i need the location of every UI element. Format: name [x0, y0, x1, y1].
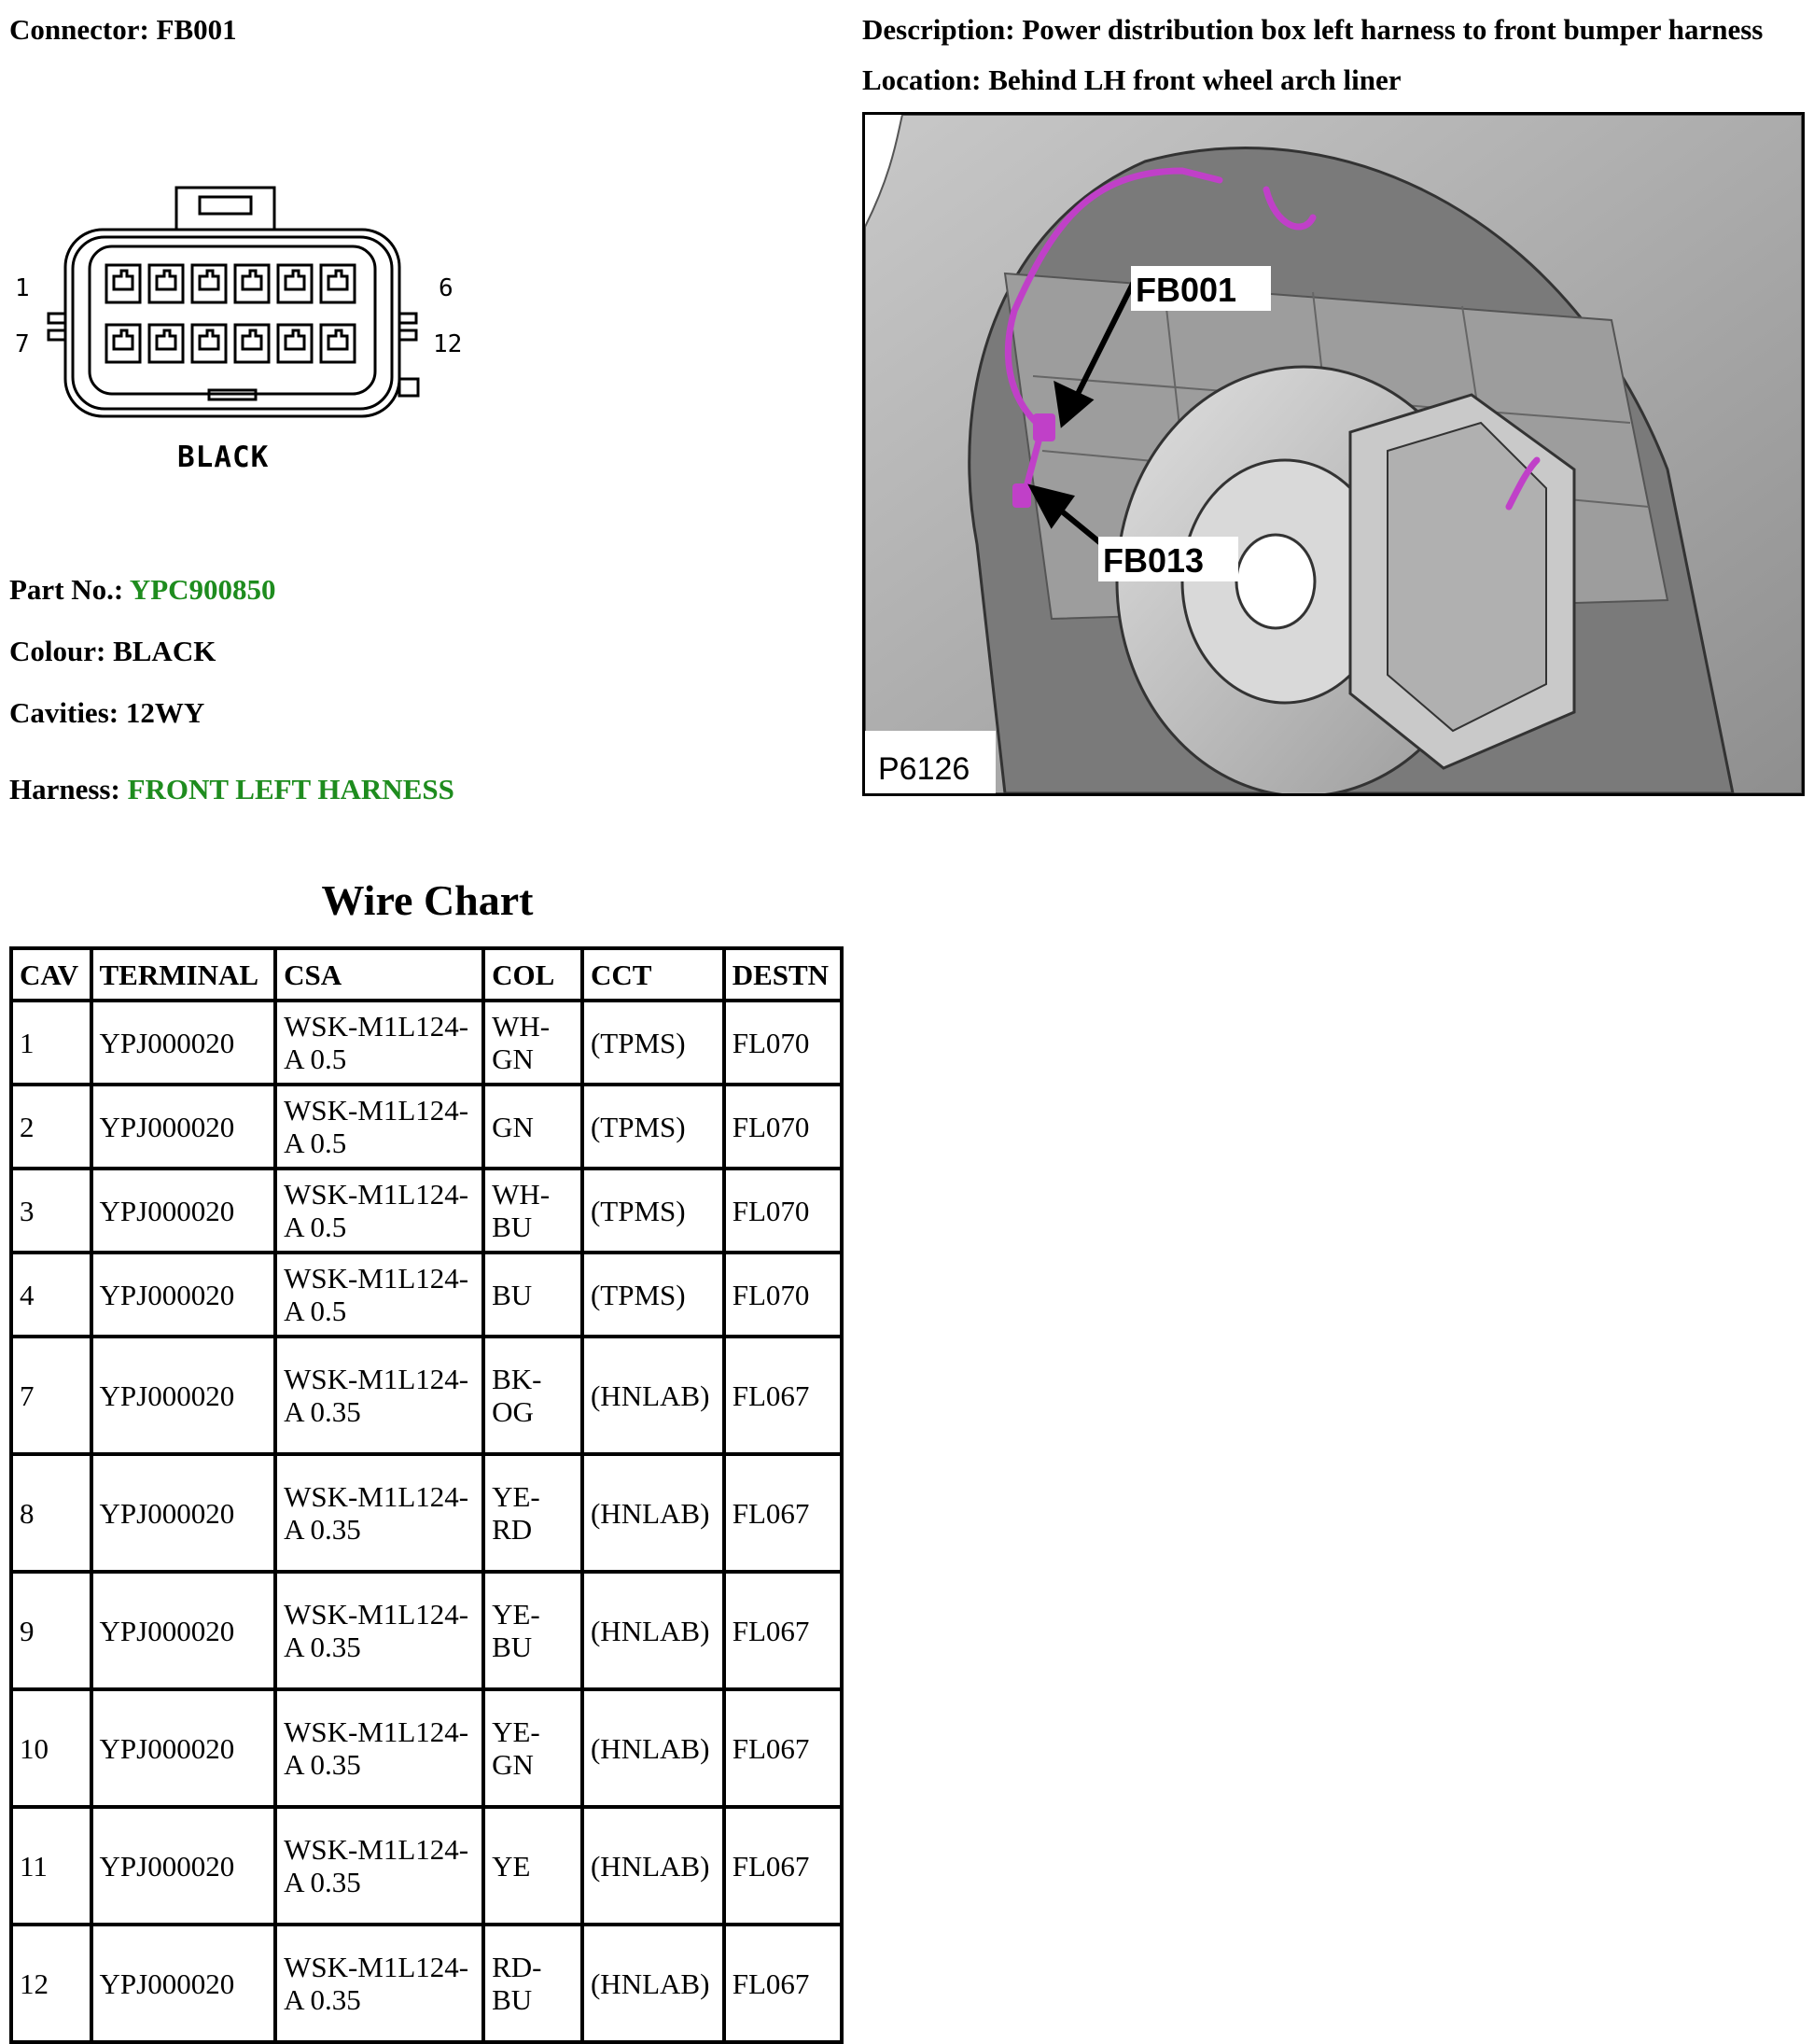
header-cct: CCT — [584, 950, 722, 999]
cell-cct: (HNLAB) — [584, 1574, 722, 1687]
cell-cav: 12 — [13, 1926, 90, 2040]
cavity-icon — [235, 265, 269, 302]
cell-csa: WSK-M1L124-A 0.5 — [277, 1254, 481, 1335]
pin-label-6: 6 — [439, 274, 454, 302]
description-label: Description: — [862, 13, 1015, 46]
cavity-icon — [321, 265, 355, 302]
cell-terminal: YPJ000020 — [93, 1254, 274, 1335]
cell-terminal: YPJ000020 — [93, 1926, 274, 2040]
table-header-row — [13, 950, 840, 999]
table-row — [13, 1574, 840, 1687]
header-csa: CSA — [277, 950, 481, 999]
header-terminal: TERMINAL — [93, 950, 274, 999]
cavity-icon — [106, 325, 140, 362]
cell-cct: (HNLAB) — [584, 1338, 722, 1452]
location-line — [862, 63, 1402, 97]
cell-col: YE — [485, 1809, 580, 1923]
cell-col: WH-GN — [485, 1002, 580, 1083]
table-row — [13, 1809, 840, 1923]
cell-cct: (HNLAB) — [584, 1926, 722, 2040]
table-row — [13, 1926, 840, 2040]
location-label: Location: — [862, 63, 982, 96]
pin-label-7: 7 — [15, 330, 30, 358]
cell-col: YE-BU — [485, 1574, 580, 1687]
cell-cct: (HNLAB) — [584, 1691, 722, 1805]
pin-label-1: 1 — [15, 274, 30, 302]
table-row — [13, 1170, 840, 1251]
cell-cct: (TPMS) — [584, 1170, 722, 1251]
cell-cav: 9 — [13, 1574, 90, 1687]
cell-terminal: YPJ000020 — [93, 1574, 274, 1687]
cavities-line — [9, 696, 204, 730]
cell-cct: (HNLAB) — [584, 1809, 722, 1923]
cell-csa: WSK-M1L124-A 0.35 — [277, 1574, 481, 1687]
harness-line — [9, 773, 454, 806]
cavity-icon — [235, 325, 269, 362]
cavities-value: 12WY — [125, 696, 205, 729]
cell-destn: FL067 — [726, 1691, 840, 1805]
table-row — [13, 1338, 840, 1452]
cavity-icon — [278, 265, 312, 302]
cell-csa: WSK-M1L124-A 0.5 — [277, 1002, 481, 1083]
cell-cct: (TPMS) — [584, 1254, 722, 1335]
table-row — [13, 1002, 840, 1083]
cavities-label: Cavities: — [9, 696, 119, 729]
cell-destn: FL067 — [726, 1574, 840, 1687]
location-figure — [862, 112, 1805, 796]
wire-chart-table — [9, 946, 844, 2044]
connector-face-icon — [13, 183, 470, 444]
cell-col: WH-BU — [485, 1170, 580, 1251]
cell-cct: (TPMS) — [584, 1086, 722, 1167]
pin-label-12: 12 — [433, 330, 463, 358]
fb001-connector-icon — [1033, 413, 1055, 441]
cell-col: GN — [485, 1086, 580, 1167]
callout-fb001: FB001 — [1136, 271, 1237, 309]
cell-cct: (HNLAB) — [584, 1456, 722, 1570]
cavity-icon — [106, 265, 140, 302]
cell-csa: WSK-M1L124-A 0.35 — [277, 1691, 481, 1805]
cell-cav: 11 — [13, 1809, 90, 1923]
cavity-icon — [321, 325, 355, 362]
cell-cav: 1 — [13, 1002, 90, 1083]
cell-terminal: YPJ000020 — [93, 1456, 274, 1570]
cell-csa: WSK-M1L124-A 0.5 — [277, 1086, 481, 1167]
part-no-label: Part No.: — [9, 573, 124, 606]
connector-value: FB001 — [156, 13, 237, 46]
cavity-icon — [149, 325, 183, 362]
cell-cav: 10 — [13, 1691, 90, 1805]
cavity-grid — [106, 265, 355, 362]
header-cav: CAV — [13, 950, 90, 999]
colour-label: Colour: — [9, 635, 106, 667]
harness-link[interactable]: FRONT LEFT HARNESS — [127, 773, 454, 805]
cell-col: YE-GN — [485, 1691, 580, 1805]
cell-terminal: YPJ000020 — [93, 1809, 274, 1923]
colour-line — [9, 635, 216, 668]
table-row — [13, 1456, 840, 1570]
cell-cav: 8 — [13, 1456, 90, 1570]
cell-destn: FL070 — [726, 1254, 840, 1335]
cell-terminal: YPJ000020 — [93, 1691, 274, 1805]
cell-cav: 7 — [13, 1338, 90, 1452]
cell-cav: 3 — [13, 1170, 90, 1251]
part-no-line — [9, 573, 276, 607]
connector-label: Connector: — [9, 13, 149, 46]
cell-cct: (TPMS) — [584, 1002, 722, 1083]
description-value: Power distribution box left harness to front bumper harness — [1022, 13, 1764, 46]
cell-terminal: YPJ000020 — [93, 1086, 274, 1167]
cell-destn: FL070 — [726, 1170, 840, 1251]
header-col: COL — [485, 950, 580, 999]
cell-destn: FL067 — [726, 1456, 840, 1570]
cavity-icon — [192, 265, 226, 302]
cell-csa: WSK-M1L124-A 0.35 — [277, 1338, 481, 1452]
figure-reference: P6126 — [878, 751, 970, 787]
cell-col: BU — [485, 1254, 580, 1335]
cell-destn: FL067 — [726, 1926, 840, 2040]
cell-destn: FL070 — [726, 1086, 840, 1167]
connector-line — [9, 13, 237, 47]
harness-label: Harness: — [9, 773, 120, 805]
table-row — [13, 1086, 840, 1167]
cavity-icon — [278, 325, 312, 362]
cavity-icon — [192, 325, 226, 362]
table-row — [13, 1254, 840, 1335]
wheel-arch-illustration — [865, 115, 1802, 793]
connector-color-caption: BLACK — [177, 441, 270, 474]
colour-value: BLACK — [113, 635, 216, 667]
cell-col: RD-BU — [485, 1926, 580, 2040]
cell-terminal: YPJ000020 — [93, 1338, 274, 1452]
cell-destn: FL067 — [726, 1809, 840, 1923]
callout-fb013: FB013 — [1103, 541, 1205, 580]
cell-cav: 2 — [13, 1086, 90, 1167]
location-value: Behind LH front wheel arch liner — [988, 63, 1402, 96]
wire-chart-title: Wire Chart — [321, 876, 534, 924]
cell-csa: WSK-M1L124-A 0.35 — [277, 1456, 481, 1570]
cell-destn: FL070 — [726, 1002, 840, 1083]
fb013-connector-icon — [1012, 483, 1031, 508]
cell-terminal: YPJ000020 — [93, 1002, 274, 1083]
cell-destn: FL067 — [726, 1338, 840, 1452]
cell-col: BK-OG — [485, 1338, 580, 1452]
cell-csa: WSK-M1L124-A 0.35 — [277, 1809, 481, 1923]
description-line — [862, 13, 1763, 47]
cell-csa: WSK-M1L124-A 0.5 — [277, 1170, 481, 1251]
cell-cav: 4 — [13, 1254, 90, 1335]
header-destn: DESTN — [726, 950, 840, 999]
part-no-link[interactable]: YPC900850 — [129, 573, 276, 606]
table-row — [13, 1691, 840, 1805]
cell-terminal: YPJ000020 — [93, 1170, 274, 1251]
cavity-icon — [149, 265, 183, 302]
cell-col: YE-RD — [485, 1456, 580, 1570]
cell-csa: WSK-M1L124-A 0.35 — [277, 1926, 481, 2040]
